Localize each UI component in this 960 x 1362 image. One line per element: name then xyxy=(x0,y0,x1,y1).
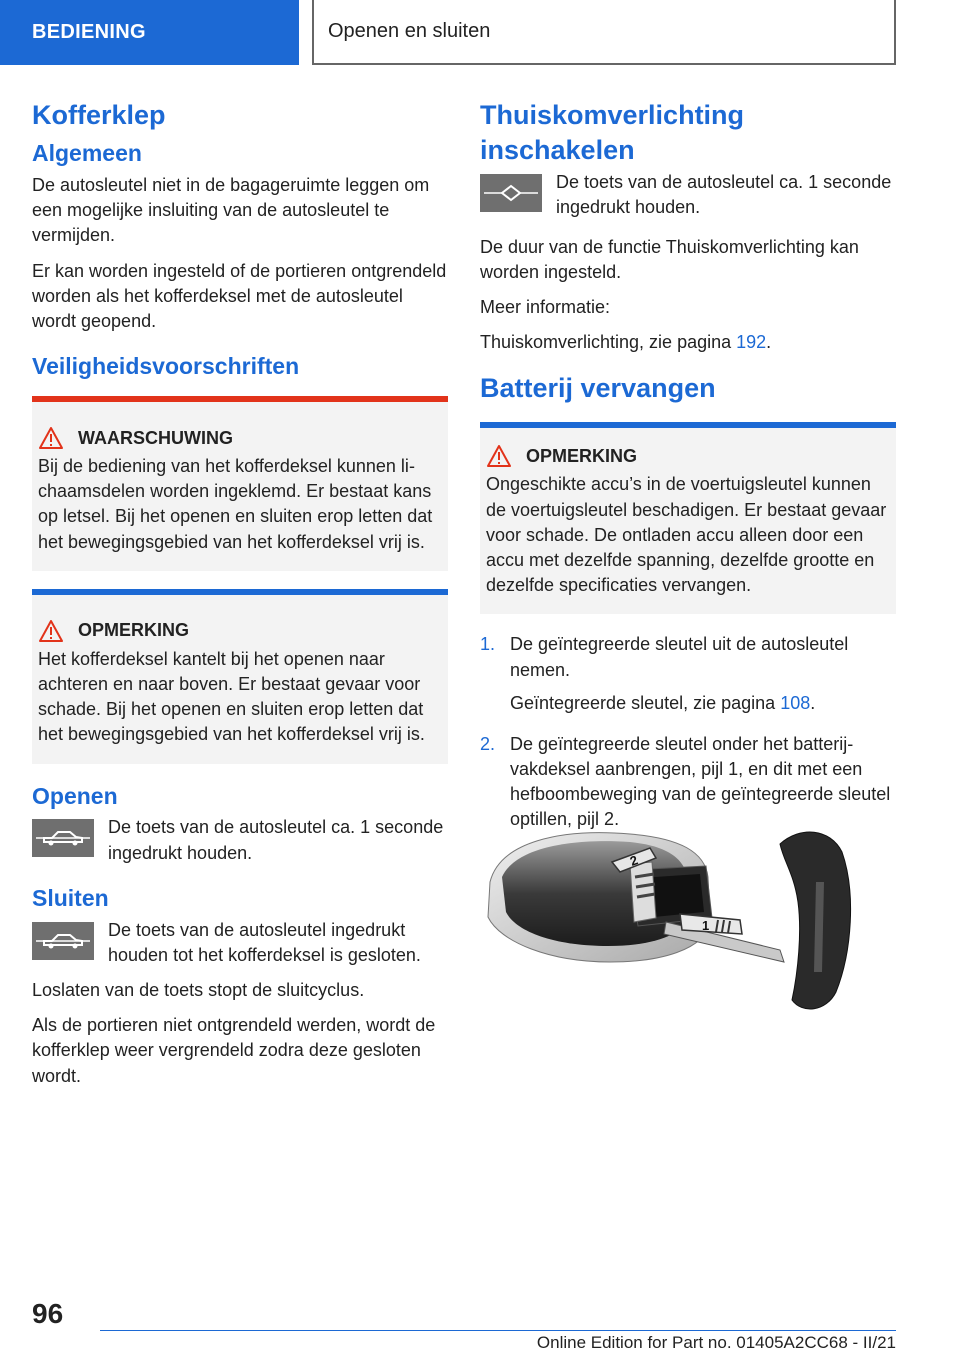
battery-steps xyxy=(480,632,896,840)
title-kofferklep: Kofferklep xyxy=(32,100,166,130)
car-trunk-key-icon xyxy=(32,819,94,857)
page-link-192[interactable]: 192 xyxy=(736,332,767,353)
warning-header xyxy=(38,426,442,450)
footer-divider xyxy=(100,1330,896,1331)
heading-homelight: Thuiskomverlichting inschakelen xyxy=(480,100,745,166)
footer-edition: Online Edition for Part no. 01405A2CC68 - II/21 xyxy=(536,1333,896,1352)
car-trunk-key-icon xyxy=(32,922,94,960)
arrow-label-1: 1 xyxy=(702,918,710,933)
battery-note-box xyxy=(480,422,896,614)
page-link-108[interactable]: 108 xyxy=(780,692,811,713)
right-column xyxy=(480,98,896,849)
heading-safety: Veiligheidsvoorschriften xyxy=(32,353,300,380)
battery-note-text: Ongeschikte accu’s in de voertuigsleutel kunnen de voertuigsleutel beschadigen. Er bestaat gevaar voor schade. De ontladen accu alleen door een accu met dezelfde spanning, dezelfde grootte en dezelfde specificaties vervangen. xyxy=(486,474,887,596)
heading-close: Sluiten xyxy=(32,884,109,911)
close-text: De toets van de autosleutel ingedrukt houden tot het kofferdeksel is gesloten. xyxy=(108,919,421,965)
key-battery-illustration xyxy=(480,822,880,1018)
chapter-title: Openen en sluiten xyxy=(328,20,491,42)
homelight-paragraph-2: Meer informatie: xyxy=(480,296,611,317)
warning-box xyxy=(32,396,448,571)
battery-note-label: OPMERKING xyxy=(526,445,638,466)
section-title: BEDIENING xyxy=(32,21,146,43)
warning-triangle-icon xyxy=(38,426,64,450)
headlight-key-icon xyxy=(480,174,542,212)
step-text: De geïntegreerde sleutel onder het batterijvakdeksel aanbrengen, pijl 1, en dit met een hefboombeweging van de geïntegreerde sleutel optillen, pijl 2. xyxy=(510,733,891,830)
homelight-paragraph-1: De duur van de functie Thuiskomverlichting kan worden ingesteld. xyxy=(480,236,859,282)
open-key-row xyxy=(32,815,448,865)
section-tab xyxy=(0,0,299,65)
heading-battery: Batterij vervangen xyxy=(480,373,716,404)
step-number: 2. xyxy=(480,733,496,754)
close-paragraph-2: Als de portieren niet ontgrendeld werden, wordt de kofferklep weer vergrendeld zodra deze gesloten wordt. xyxy=(32,1015,436,1086)
open-text: De toets van de autosleutel ca. 1 seconde ingedrukt houden. xyxy=(108,817,444,863)
general-paragraph-2: Er kan worden ingesteld of de portieren ontgrendeld worden als het kofferdeksel met de autosleutel wordt geopend. xyxy=(32,260,447,331)
note-label: OPMERKING xyxy=(78,620,190,641)
list-item xyxy=(480,632,896,724)
homelight-reference: Thuiskomverlichting, zie pagina 192. xyxy=(480,332,772,353)
page-number: 96 xyxy=(32,1298,64,1329)
homelight-key-row xyxy=(480,170,896,220)
step-reference: Geïntegreerde sleutel, zie pagina 108. xyxy=(510,692,816,713)
note-box xyxy=(32,589,448,764)
left-column xyxy=(32,98,448,1099)
heading-open: Openen xyxy=(32,782,118,809)
general-paragraph-1: De autosleutel niet in de bagageruimte leggen om een mogelijke insluiting van de autosleutel te vermijden. xyxy=(32,174,430,246)
step-number: 1. xyxy=(480,634,496,655)
close-paragraph-1: Loslaten van de toets stopt de sluitcyclus. xyxy=(32,980,365,1001)
warning-text: Bij de bediening van het kofferdeksel kunnen lichaamsdelen worden ingeklemd. Er bestaat kans op letsel. Bij het openen en sluiten erop letten dat het bewegingsgebied van het kofferdeksel vrij is. xyxy=(38,456,433,552)
step-text: De geïntegreerde sleutel uit de autosleutel nemen. xyxy=(510,634,849,680)
battery-note-header xyxy=(486,444,890,468)
note-header xyxy=(38,619,442,643)
heading-general: Algemeen xyxy=(32,140,142,167)
chapter-header xyxy=(312,0,896,65)
arrow-label-2: 2 xyxy=(627,852,640,869)
homelight-key-text: De toets van de autosleutel ca. 1 seconde ingedrukt houden. xyxy=(556,172,892,218)
note-text: Het kofferdeksel kantelt bij het openen naar achteren en naar boven. Er bestaat gevaar voor schade. Bij het openen en sluiten erop letten dat het bewegingsgebied van het kofferdeksel vrij is. xyxy=(38,648,425,745)
caution-triangle-icon xyxy=(38,619,64,643)
close-key-row xyxy=(32,918,448,968)
caution-triangle-icon xyxy=(486,444,512,468)
warning-label: WAARSCHUWING xyxy=(78,427,233,448)
